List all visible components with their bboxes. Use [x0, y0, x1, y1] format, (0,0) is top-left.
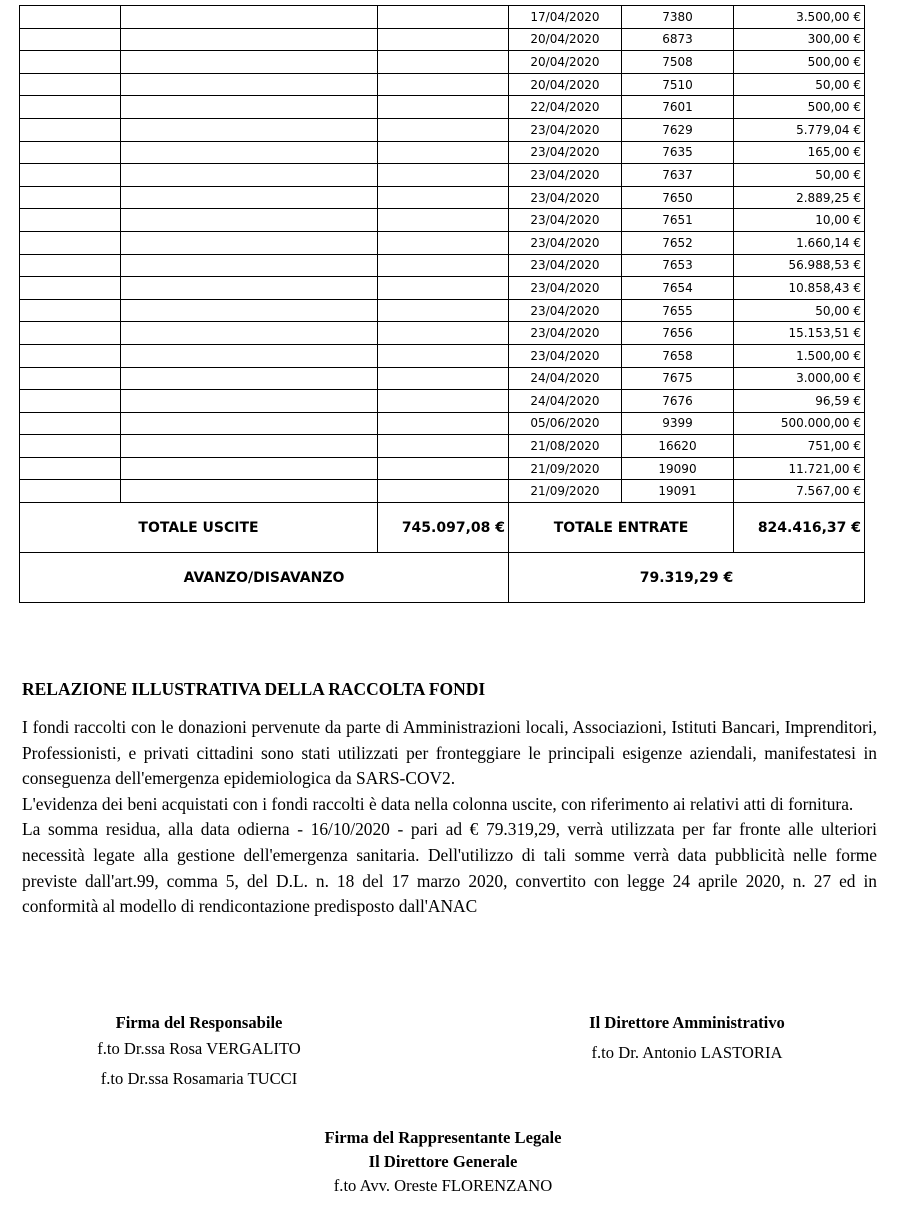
report-paragraph-1: I fondi raccolti con le donazioni pervenute da parte di Amministrazioni locali, Associazioni, Istituti Bancari, Imprenditori, Professionisti, e privati cittadini sono stati utilizzati per fronteggiare le principali esigenze aziendali, manifestatesi in conseguenza dell'emergenza epidemiologica da SARS-COV2. — [22, 717, 877, 789]
row-number: 7510 — [622, 73, 734, 96]
row-date: 23/04/2020 — [509, 118, 622, 141]
row-date: 24/04/2020 — [509, 390, 622, 413]
empty-cell — [378, 344, 509, 367]
signature-responsabile — [60, 1013, 338, 1089]
table-row — [20, 186, 865, 209]
row-amount: 500,00 € — [734, 96, 865, 119]
empty-cell — [121, 73, 378, 96]
empty-cell — [20, 186, 121, 209]
report-paragraph-3: La somma residua, alla data odierna - 16/10/2020 - pari ad € 79.319,29, verrà utilizzata per far fronte alle ulteriori necessità legate alla gestione dell'emergenza sanitaria. Dell'utilizzo di tali somme verrà data pubblicità nelle forme previste dall'art.99, comma 5, del D.L. n. 18 del 17 marzo 2020, convertito con legge 24 aprile 2020, n. 27 ed in conformità al modello di rendicontazione predisposto dall'ANAC — [22, 819, 877, 917]
empty-cell — [20, 51, 121, 74]
empty-cell — [121, 435, 378, 458]
table-row — [20, 254, 865, 277]
empty-cell — [121, 6, 378, 29]
row-amount: 3.000,00 € — [734, 367, 865, 390]
table-row — [20, 412, 865, 435]
table-row — [20, 457, 865, 480]
row-amount: 500.000,00 € — [734, 412, 865, 435]
empty-cell — [20, 6, 121, 29]
row-number: 7655 — [622, 299, 734, 322]
table-row — [20, 390, 865, 413]
empty-cell — [121, 344, 378, 367]
empty-cell — [121, 186, 378, 209]
row-number: 16620 — [622, 435, 734, 458]
empty-cell — [121, 118, 378, 141]
row-date: 24/04/2020 — [509, 367, 622, 390]
row-amount: 50,00 € — [734, 164, 865, 187]
empty-cell — [121, 277, 378, 300]
row-date: 23/04/2020 — [509, 299, 622, 322]
row-date: 20/04/2020 — [509, 28, 622, 51]
row-amount: 7.567,00 € — [734, 480, 865, 503]
empty-cell — [378, 480, 509, 503]
row-number: 7656 — [622, 322, 734, 345]
row-date: 23/04/2020 — [509, 186, 622, 209]
signature-direttore-amm-line-1: f.to Dr. Antonio LASTORIA — [591, 1043, 783, 1062]
signature-rappresentante-legale — [243, 1128, 643, 1196]
row-number: 7650 — [622, 186, 734, 209]
row-number: 7601 — [622, 96, 734, 119]
empty-cell — [121, 164, 378, 187]
empty-cell — [20, 344, 121, 367]
totals-row — [20, 503, 865, 553]
row-date: 23/04/2020 — [509, 164, 622, 187]
row-number: 7508 — [622, 51, 734, 74]
table-row — [20, 277, 865, 300]
row-number: 7675 — [622, 367, 734, 390]
balance-label: AVANZO/DISAVANZO — [20, 553, 509, 603]
report-body — [22, 715, 877, 920]
empty-cell — [378, 6, 509, 29]
row-number: 7653 — [622, 254, 734, 277]
row-number: 7637 — [622, 164, 734, 187]
row-number: 7658 — [622, 344, 734, 367]
row-number: 6873 — [622, 28, 734, 51]
empty-cell — [121, 390, 378, 413]
empty-cell — [121, 28, 378, 51]
empty-cell — [121, 367, 378, 390]
row-amount: 50,00 € — [734, 73, 865, 96]
row-date: 23/04/2020 — [509, 344, 622, 367]
empty-cell — [20, 254, 121, 277]
row-amount: 3.500,00 € — [734, 6, 865, 29]
empty-cell — [121, 322, 378, 345]
empty-cell — [20, 141, 121, 164]
row-date: 21/09/2020 — [509, 480, 622, 503]
table-row — [20, 96, 865, 119]
table-row — [20, 299, 865, 322]
balance-value: 79.319,29 € — [509, 553, 865, 603]
row-amount: 15.153,51 € — [734, 322, 865, 345]
table-row — [20, 367, 865, 390]
empty-cell — [20, 367, 121, 390]
balance-row — [20, 553, 865, 603]
empty-cell — [20, 457, 121, 480]
table-row — [20, 231, 865, 254]
signature-responsabile-line-2: f.to Dr.ssa Rosamaria TUCCI — [100, 1069, 298, 1088]
table-row — [20, 322, 865, 345]
empty-cell — [378, 299, 509, 322]
empty-cell — [20, 96, 121, 119]
empty-cell — [378, 231, 509, 254]
row-date: 05/06/2020 — [509, 412, 622, 435]
row-number: 7652 — [622, 231, 734, 254]
empty-cell — [121, 480, 378, 503]
table-row — [20, 164, 865, 187]
signature-responsabile-line-1: f.to Dr.ssa Rosa VERGALITO — [97, 1039, 301, 1058]
empty-cell — [378, 390, 509, 413]
empty-cell — [20, 277, 121, 300]
empty-cell — [378, 141, 509, 164]
empty-cell — [378, 435, 509, 458]
table-row — [20, 141, 865, 164]
row-date: 23/04/2020 — [509, 254, 622, 277]
empty-cell — [378, 277, 509, 300]
empty-cell — [378, 164, 509, 187]
empty-cell — [20, 28, 121, 51]
row-number: 9399 — [622, 412, 734, 435]
row-amount: 751,00 € — [734, 435, 865, 458]
row-date: 22/04/2020 — [509, 96, 622, 119]
total-uscite-value: 745.097,08 € — [378, 503, 509, 553]
table-row — [20, 118, 865, 141]
row-number: 19090 — [622, 457, 734, 480]
row-amount: 1.660,14 € — [734, 231, 865, 254]
empty-cell — [378, 254, 509, 277]
row-date: 23/04/2020 — [509, 322, 622, 345]
row-amount: 165,00 € — [734, 141, 865, 164]
row-date: 23/04/2020 — [509, 209, 622, 232]
empty-cell — [121, 209, 378, 232]
row-date: 20/04/2020 — [509, 73, 622, 96]
row-amount: 1.500,00 € — [734, 344, 865, 367]
signature-legale-heading-1: Firma del Rappresentante Legale — [324, 1128, 562, 1147]
empty-cell — [121, 96, 378, 119]
row-date: 20/04/2020 — [509, 51, 622, 74]
ledger-body — [20, 6, 865, 603]
row-amount: 56.988,53 € — [734, 254, 865, 277]
empty-cell — [378, 209, 509, 232]
empty-cell — [20, 435, 121, 458]
empty-cell — [378, 28, 509, 51]
table-row — [20, 209, 865, 232]
row-amount: 10.858,43 € — [734, 277, 865, 300]
empty-cell — [20, 73, 121, 96]
row-amount: 2.889,25 € — [734, 186, 865, 209]
signature-direttore-amministrativo — [548, 1013, 826, 1063]
total-uscite-label: TOTALE USCITE — [20, 503, 378, 553]
signature-responsabile-heading: Firma del Responsabile — [115, 1013, 283, 1032]
row-amount: 10,00 € — [734, 209, 865, 232]
empty-cell — [20, 118, 121, 141]
table-row — [20, 6, 865, 29]
empty-cell — [378, 367, 509, 390]
row-number: 7676 — [622, 390, 734, 413]
row-date: 17/04/2020 — [509, 6, 622, 29]
signature-direttore-amm-heading: Il Direttore Amministrativo — [589, 1013, 785, 1032]
table-row — [20, 480, 865, 503]
empty-cell — [121, 299, 378, 322]
report-paragraph-2: L'evidenza dei beni acquistati con i fondi raccolti è data nella colonna uscite, con riferimento ai relativi atti di fornitura. — [22, 793, 854, 814]
report-title: RELAZIONE ILLUSTRATIVA DELLA RACCOLTA FONDI — [22, 679, 486, 699]
empty-cell — [20, 390, 121, 413]
signature-legale-line-1: f.to Avv. Oreste FLORENZANO — [333, 1176, 553, 1195]
row-amount: 11.721,00 € — [734, 457, 865, 480]
row-date: 21/08/2020 — [509, 435, 622, 458]
table-row — [20, 73, 865, 96]
signature-legale-heading-2: Il Direttore Generale — [368, 1152, 518, 1171]
empty-cell — [378, 412, 509, 435]
row-amount: 50,00 € — [734, 299, 865, 322]
row-number: 7635 — [622, 141, 734, 164]
table-row — [20, 28, 865, 51]
empty-cell — [121, 51, 378, 74]
empty-cell — [121, 254, 378, 277]
row-number: 7380 — [622, 6, 734, 29]
empty-cell — [378, 322, 509, 345]
row-number: 7654 — [622, 277, 734, 300]
row-amount: 300,00 € — [734, 28, 865, 51]
row-amount: 96,59 € — [734, 390, 865, 413]
table-row — [20, 435, 865, 458]
empty-cell — [378, 457, 509, 480]
empty-cell — [378, 186, 509, 209]
empty-cell — [20, 299, 121, 322]
empty-cell — [20, 322, 121, 345]
row-date: 21/09/2020 — [509, 457, 622, 480]
ledger-table — [19, 5, 865, 603]
empty-cell — [121, 231, 378, 254]
empty-cell — [378, 51, 509, 74]
empty-cell — [20, 231, 121, 254]
row-amount: 500,00 € — [734, 51, 865, 74]
empty-cell — [121, 141, 378, 164]
empty-cell — [20, 164, 121, 187]
empty-cell — [378, 96, 509, 119]
table-row — [20, 51, 865, 74]
empty-cell — [20, 209, 121, 232]
total-entrate-label: TOTALE ENTRATE — [509, 503, 734, 553]
empty-cell — [20, 480, 121, 503]
row-date: 23/04/2020 — [509, 141, 622, 164]
row-number: 7651 — [622, 209, 734, 232]
empty-cell — [378, 73, 509, 96]
empty-cell — [378, 118, 509, 141]
empty-cell — [20, 412, 121, 435]
row-amount: 5.779,04 € — [734, 118, 865, 141]
total-entrate-value: 824.416,37 € — [734, 503, 865, 553]
row-date: 23/04/2020 — [509, 277, 622, 300]
row-date: 23/04/2020 — [509, 231, 622, 254]
row-number: 7629 — [622, 118, 734, 141]
empty-cell — [121, 412, 378, 435]
table-row — [20, 344, 865, 367]
empty-cell — [121, 457, 378, 480]
row-number: 19091 — [622, 480, 734, 503]
